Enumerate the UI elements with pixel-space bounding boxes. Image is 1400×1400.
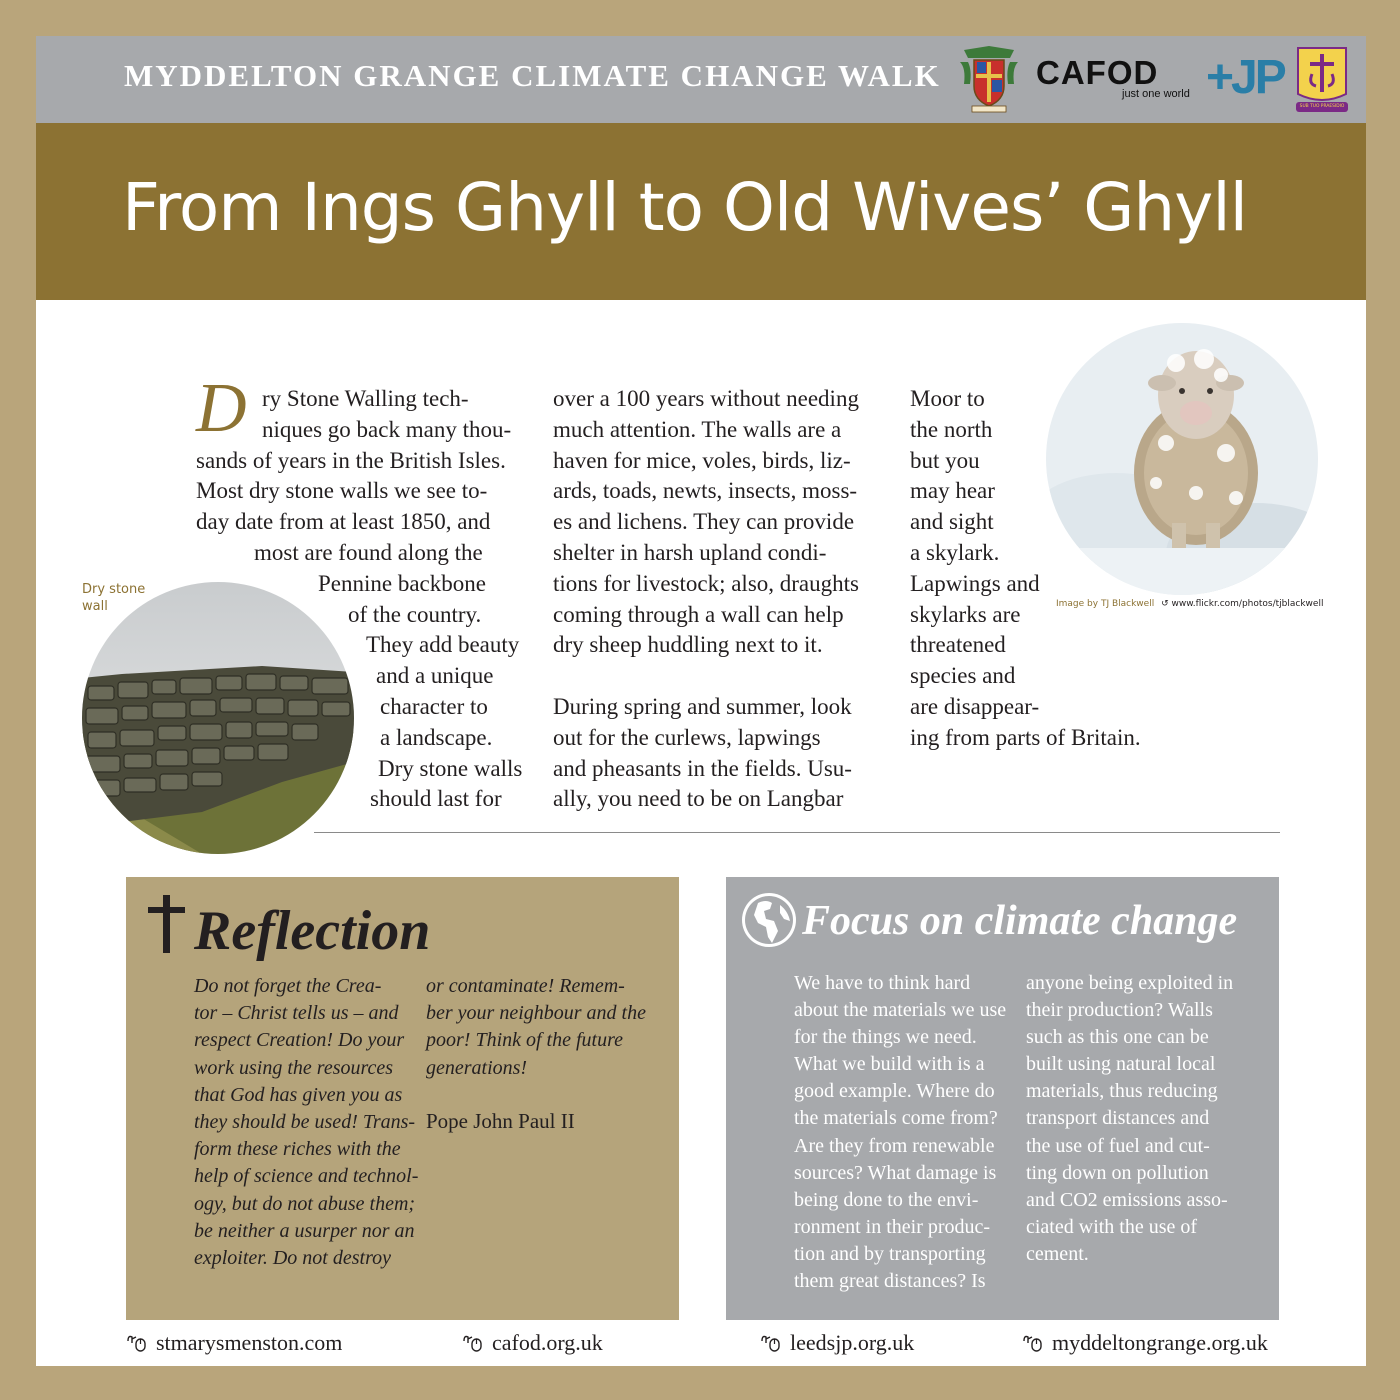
dry-stone-wall-photo xyxy=(82,582,354,854)
footer-link-text: leedsjp.org.uk xyxy=(790,1330,915,1355)
text-line: a skylark. xyxy=(910,539,1000,565)
text-line: transport distances and xyxy=(1026,1107,1210,1130)
text-line: dry sheep huddling next to it. xyxy=(553,632,823,658)
text-line: and pheasants in the fields. Usu- xyxy=(553,755,852,781)
justice-peace-logo xyxy=(1206,50,1286,110)
drop-cap: D xyxy=(196,370,247,447)
text-line: work using the resources xyxy=(194,1056,394,1079)
footer-link-myddelton[interactable] xyxy=(1022,1330,1268,1356)
climate-panel xyxy=(726,877,1279,1320)
wall-photo-caption: Dry stone wall xyxy=(82,582,146,614)
walk-board xyxy=(36,36,1366,1366)
footer-link-text: myddeltongrange.org.uk xyxy=(1052,1330,1268,1355)
text-line: Are they from renewable xyxy=(794,1134,995,1157)
text-line: the use of fuel and cut- xyxy=(1026,1134,1210,1157)
photo-credit-text: Image by TJ Blackwell xyxy=(1056,599,1155,609)
text-line: character to xyxy=(380,693,488,719)
text-line: ting down on pollution xyxy=(1026,1161,1209,1184)
text-line: What we build with is a xyxy=(794,1053,985,1076)
text-line: ards, toads, newts, insects, moss- xyxy=(553,478,858,504)
quote-attribution: Pope John Paul II xyxy=(426,1109,575,1133)
footer-link-text: stmarysmenston.com xyxy=(156,1330,343,1355)
text-line: sources? What damage is xyxy=(794,1161,997,1184)
text-line: their production? Walls xyxy=(1026,999,1213,1022)
header-bar xyxy=(36,36,1366,123)
mouse-icon: ↺ xyxy=(1161,599,1169,609)
text-line: good example. Where do xyxy=(794,1080,995,1103)
text-line: out for the curlews, lapwings xyxy=(553,724,821,750)
footer-link-text: cafod.org.uk xyxy=(492,1330,603,1355)
text-line: Pennine backbone xyxy=(318,570,486,596)
school-badge xyxy=(1294,44,1350,114)
text-line: materials, thus reducing xyxy=(1026,1080,1218,1103)
title-banner xyxy=(36,123,1366,300)
text-line xyxy=(553,661,893,692)
text-line: and CO2 emissions asso- xyxy=(1026,1188,1228,1211)
globe-icon xyxy=(740,891,798,949)
cross-icon xyxy=(144,893,188,955)
diocese-crest-icon xyxy=(956,44,1022,114)
text-line: skylarks are xyxy=(910,601,1021,627)
footer-link-stmarys[interactable] xyxy=(126,1330,342,1356)
climate-heading: Focus on climate change xyxy=(802,898,1238,944)
reflection-column-2 xyxy=(426,973,646,1082)
text-line: cement. xyxy=(1026,1242,1089,1265)
text-line: es and lichens. They can provide xyxy=(553,509,855,535)
reflection-column-1 xyxy=(194,973,418,1272)
text-line: be neither a usurper nor an xyxy=(194,1219,415,1242)
text-line: help of science and technol- xyxy=(194,1165,419,1188)
text-line: they should be used! Trans- xyxy=(194,1111,416,1134)
text-line: tion and by transporting xyxy=(794,1242,986,1265)
text-line: ry Stone Walling tech- xyxy=(262,386,469,411)
text-line: species and xyxy=(910,663,1016,689)
text-line: should last for xyxy=(370,786,502,812)
text-line: poor! Think of the future xyxy=(426,1029,624,1052)
snowy-sheep-photo xyxy=(1046,323,1318,595)
text-line: ronment in their produc- xyxy=(794,1215,991,1238)
text-line: much attention. The walls are a xyxy=(553,416,842,442)
photo-credit-url-text: www.flickr.com/photos/tjblackwell xyxy=(1171,599,1324,609)
badge-motto: SUB TUO PRAESIDIO xyxy=(1299,104,1345,109)
text-line: that God has given you as xyxy=(194,1083,403,1106)
text-line: exploiter. Do not destroy xyxy=(194,1247,392,1270)
text-line: shelter in harsh upland condi- xyxy=(553,539,827,565)
text-line: form these riches with the xyxy=(194,1138,401,1161)
text-line: such as this one can be xyxy=(1026,1026,1209,1049)
text-line: are disappear- xyxy=(910,693,1040,719)
text-line: over a 100 years without needing xyxy=(553,386,859,411)
reflection-heading: Reflection xyxy=(194,900,431,962)
text-line: We have to think hard xyxy=(794,972,971,994)
text-line: tor – Christ tells us – and xyxy=(194,1002,399,1025)
intro-column-2 xyxy=(553,384,893,815)
text-line: anyone being exploited in xyxy=(1026,972,1234,994)
text-line: or contaminate! Remem- xyxy=(426,975,625,997)
climate-column-1 xyxy=(794,970,1006,1295)
text-line: ally, you need to be on Langbar xyxy=(553,786,844,812)
text-line: ber your neighbour and the xyxy=(426,1002,646,1025)
text-line: ing from parts of Britain. xyxy=(910,724,1141,750)
text-line: generations! xyxy=(426,1056,528,1079)
text-line: Most dry stone walls we see to- xyxy=(196,478,488,504)
text-line: sands of years in the British Isles. xyxy=(196,447,506,473)
footer-link-cafod[interactable] xyxy=(462,1330,603,1356)
sheep-photo-credit xyxy=(1056,599,1323,609)
text-line: but you xyxy=(910,447,980,473)
climate-column-2 xyxy=(1026,970,1233,1268)
footer-link-leedsjp[interactable] xyxy=(760,1330,914,1356)
cafod-logo xyxy=(1036,54,1196,104)
photo-credit-url[interactable] xyxy=(1161,599,1323,609)
text-line: ciated with the use of xyxy=(1026,1215,1198,1238)
text-line: and a unique xyxy=(376,663,494,689)
text-line: They add beauty xyxy=(366,632,520,658)
text-line: coming through a wall can help xyxy=(553,601,844,627)
text-line: built using natural local xyxy=(1026,1053,1216,1076)
text-line: most are found along the xyxy=(254,539,483,565)
mouse-icon xyxy=(1022,1333,1044,1353)
text-line: may hear xyxy=(910,478,995,504)
jp-wordmark: +JP xyxy=(1206,51,1284,104)
text-line: for the things we need. xyxy=(794,1026,977,1049)
text-line: being done to the envi- xyxy=(794,1188,979,1211)
text-line: threatened xyxy=(910,632,1006,658)
text-line: of the country. xyxy=(348,601,482,627)
text-line: the north xyxy=(910,416,993,442)
text-line: about the materials we use xyxy=(794,999,1007,1022)
reflection-panel xyxy=(126,877,679,1320)
text-line: day date from at least 1850, and xyxy=(196,509,491,535)
text-line: a landscape. xyxy=(380,724,493,750)
text-line: haven for mice, voles, birds, liz- xyxy=(553,447,851,473)
section-divider xyxy=(314,832,1280,833)
text-line: During spring and summer, look xyxy=(553,693,852,719)
text-line: Lapwings and xyxy=(910,570,1040,596)
text-line: ogy, but do not abuse them; xyxy=(194,1192,416,1215)
cafod-tagline: just one world xyxy=(1122,88,1190,100)
cafod-wordmark: CAFOD xyxy=(1036,54,1159,91)
mouse-icon xyxy=(126,1333,148,1353)
text-line: Moor to xyxy=(910,386,985,411)
text-line: Dry stone walls xyxy=(378,755,523,781)
text-line: respect Creation! Do your xyxy=(194,1029,405,1052)
text-line: them great distances? Is xyxy=(794,1270,986,1293)
walk-title: MYDDELTON GRANGE CLIMATE CHANGE WALK xyxy=(124,58,941,93)
page-title: From Ings Ghyll to Old Wives’ Ghyll xyxy=(122,169,1247,246)
mouse-icon xyxy=(760,1333,782,1353)
text-line: Do not forget the Crea- xyxy=(194,975,382,997)
text-line: and sight xyxy=(910,509,994,535)
text-line: tions for livestock; also, draughts xyxy=(553,570,859,596)
text-line: the materials come from? xyxy=(794,1107,998,1130)
mouse-icon xyxy=(462,1333,484,1353)
text-line: niques go back many thou- xyxy=(262,416,512,442)
